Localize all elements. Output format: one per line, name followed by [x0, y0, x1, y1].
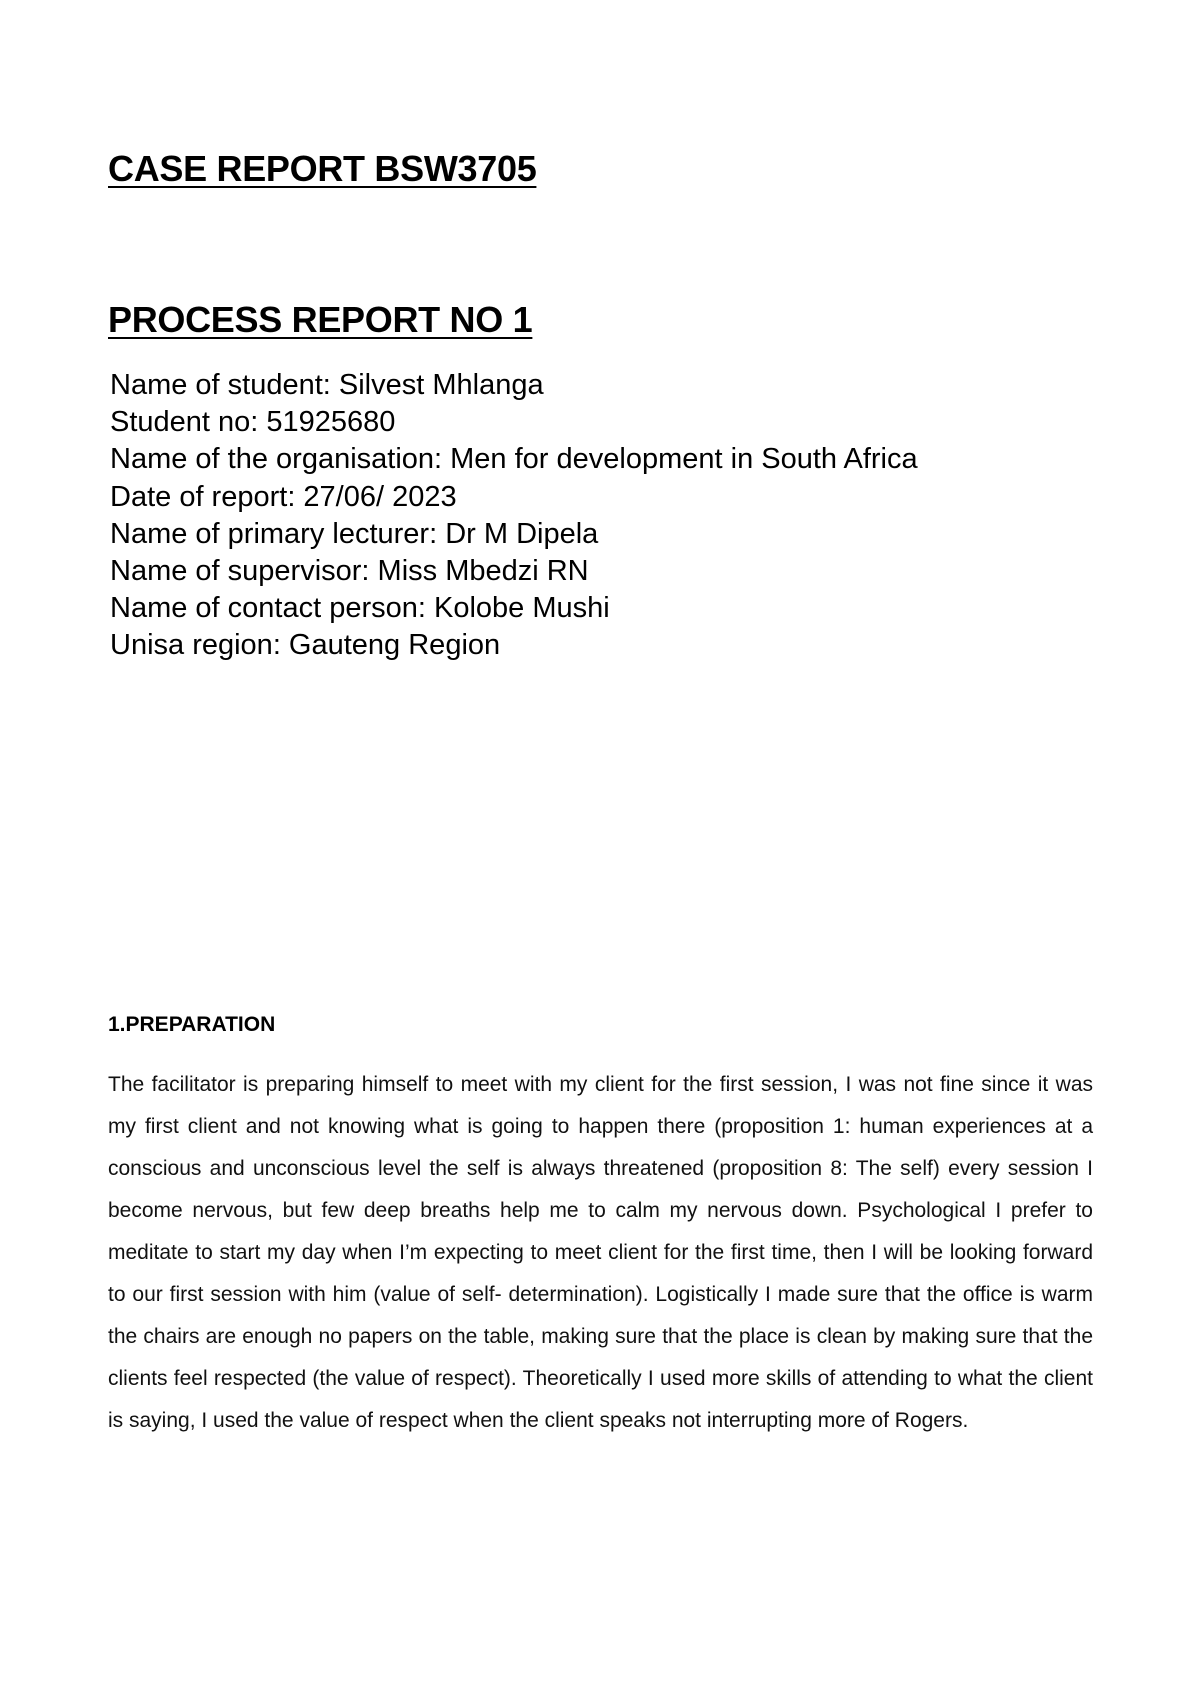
student-name-line: Name of student: Silvest Mhlanga: [110, 369, 544, 401]
organisation-line: Name of the organisation: Men for development in South Africa: [110, 443, 918, 476]
supervisor-line: Name of supervisor: Miss Mbedzi RN: [110, 555, 589, 588]
process-report-title: PROCESS REPORT NO 1: [108, 299, 533, 340]
contact-person-line: Name of contact person: Kolobe Mushi: [110, 592, 610, 625]
case-report-title: CASE REPORT BSW3705: [108, 148, 537, 189]
primary-lecturer-line: Name of primary lecturer: Dr M Dipela: [110, 517, 599, 550]
report-details-list: [110, 367, 918, 665]
report-date-line: Date of report: 27/06/ 2023: [110, 480, 457, 513]
unisa-region-line: Unisa region: Gauteng Region: [110, 629, 501, 662]
preparation-paragraph: The facilitator is preparing himself to meet with my client for the first session, I was not fine since it was my first client and not knowing what is going to happen there (proposition 1: human experiences at a conscious and unconscious level the self is always threatened (proposition 8: The self) every session I become nervous, but few deep breaths help me to calm my nervous down. Psychological I prefer to meditate to start my day when I’m expecting to meet client for the first time, then I will be looking forward to our first session with him (value of self- determination). Logistically I made sure that the office is warm the chairs are enough no papers on the table, making sure that the place is clean by making sure that the clients feel respected (the value of respect). Theoretically I used more skills of attending to what the client is saying, I used the value of respect when the client speaks not interrupting more of Rogers.: [108, 1073, 1093, 1432]
preparation-heading: 1.PREPARATION: [108, 1013, 276, 1036]
student-number-line: Student no: 51925680: [110, 406, 396, 439]
